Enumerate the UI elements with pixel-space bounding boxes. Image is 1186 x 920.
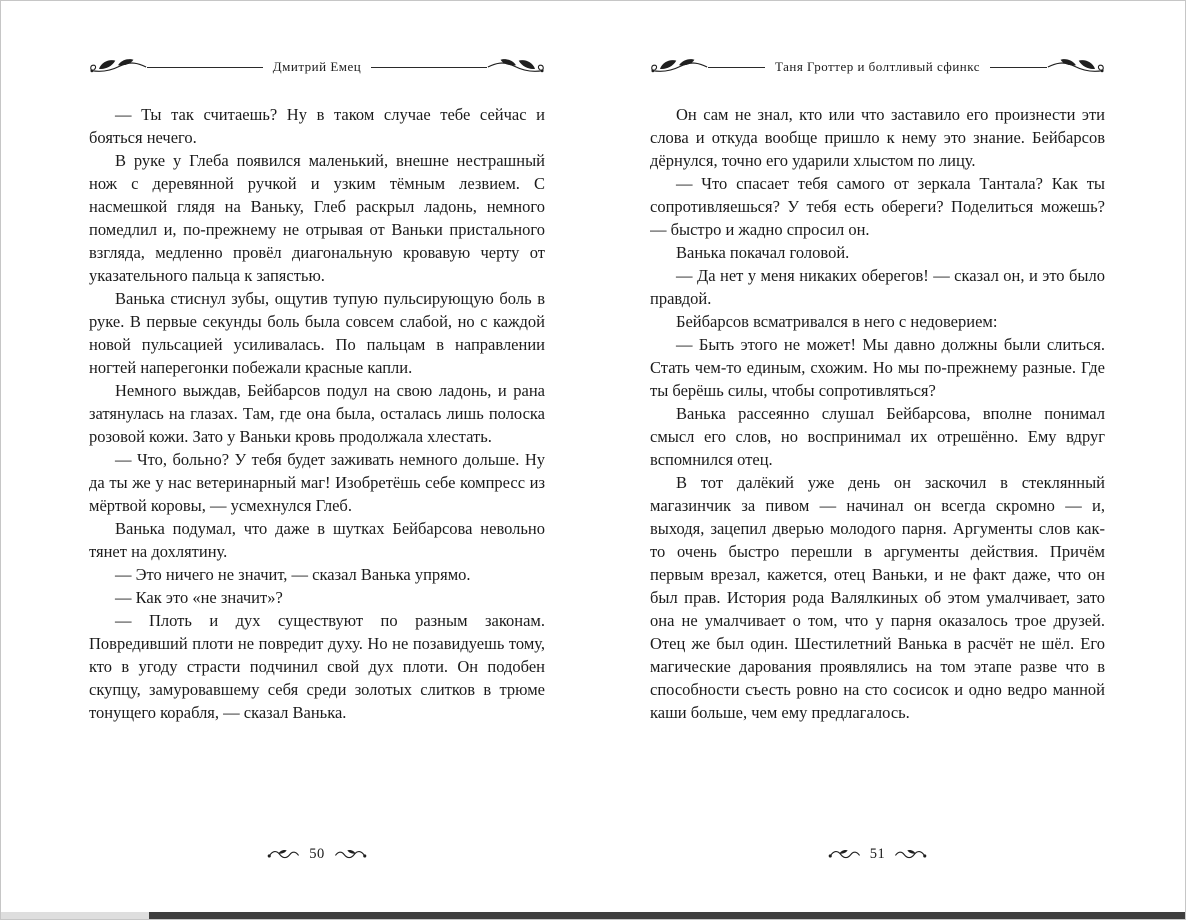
swirl-flourish-icon — [266, 849, 300, 860]
left-page — [1, 1, 593, 919]
header-rule — [990, 67, 1047, 68]
leaf-flourish-icon — [487, 57, 545, 77]
paragraph: — Ты так считаешь? Ну в таком случае тебе сейчас и бояться нечего. — [89, 105, 545, 147]
paragraph: Ванька стиснул зубы, ощутив тупую пульсирующую боль в руке. В первые секунды боль была совсем слабой, но с каждой новой пульсацией усиливалась. По пальцам в направлении ногтей наперегонки побежали красные капли. — [89, 289, 545, 377]
header-rule — [147, 67, 263, 68]
paragraph: Бейбарсов всматривался в него с недоверием: — [676, 312, 998, 331]
header-rule — [708, 67, 765, 68]
right-page-footer — [650, 844, 1105, 864]
horizontal-scrollbar-thumb[interactable] — [149, 912, 1185, 919]
paragraph: — Что спасает тебя самого от зеркала Тантала? Как ты сопротивляешься? У тебя есть обереги? Поделиться можешь? — быстро и жадно спросил он. — [650, 174, 1105, 239]
swirl-flourish-icon — [334, 849, 368, 860]
paragraph: Ванька рассеянно слушал Бейбарсова, вполне понимал смысл его слов, но воспринимал их отрешённо. Ему вдруг вспомнился отец. — [650, 404, 1105, 469]
paragraph: — Как это «не значит»? — [115, 588, 283, 607]
paragraph: В тот далёкий уже день он заскочил в стеклянный магазинчик за пивом — начинал он всегда скромно — и, выходя, зацепил дверью молодого парня. Аргументы слов как-то очень быстро перешли в аргументы действия. Причём первым врезал, кажется, отец Ваньки, и не факт даже, что он был прав. История рода Валялкиных об этом умалчивает, зато она не умалчивает о том, что у парня оказалось трое друзей. Отец же был один. Шестилетний Ванька в расчёт не шёл. Его магические дарования проявлялись на том этапе разве что в способности съесть ровно на сто сосисок и одно ведро манной каши больше, чем ему предлагалось. — [650, 473, 1105, 722]
paragraph: — Быть этого не может! Мы давно должны были слиться. Стать чем-то единым, схожим. Но мы по-прежнему разные. Где ты берёшь силы, чтобы сопротивляться? — [650, 335, 1105, 400]
right-running-header — [650, 55, 1105, 79]
book-spread — [1, 1, 1185, 919]
paragraph: В руке у Глеба появился маленький, внешне нестрашный нож с деревянной ручкой и узким тёмным лезвием. С насмешкой глядя на Ваньку, Глеб раскрыл ладонь, немного помедлил и, по-прежнему не отрывая от Ваньки пристального взгляда, медленно провёл диагональную кровавую черту от указательного пальца к запястью. — [89, 151, 545, 285]
swirl-flourish-icon — [827, 849, 861, 860]
paragraph: — Что, больно? У тебя будет заживать немного дольше. Ну да ты же у нас ветеринарный маг! Изобретёшь себе компресс из мёртвой коровы, — усмехнулся Глеб. — [89, 450, 545, 515]
leaf-flourish-icon — [89, 57, 147, 77]
left-page-text — [89, 103, 545, 839]
paragraph: Немного выждав, Бейбарсов подул на свою ладонь, и рана затянулась на глазах. Там, где она была, осталась лишь полоска розовой кожи. Зато у Ваньки кровь продолжала хлестать. — [89, 381, 545, 446]
paragraph: Он сам не знал, кто или что заставило его произнести эти слова и откуда вообще пришло к нему это знание. Бейбарсов дёрнулся, точно его ударили хлыстом по лицу. — [650, 105, 1105, 170]
right-page — [593, 1, 1185, 919]
header-rule — [371, 67, 487, 68]
book-running-title: Таня Гроттер и болтливый сфинкс — [774, 59, 981, 74]
author-running-title: Дмитрий Емец — [272, 59, 362, 74]
paragraph: Ванька подумал, что даже в шутках Бейбарсова невольно тянет на дохлятину. — [89, 519, 545, 561]
paragraph: — Это ничего не значит, — сказал Ванька упрямо. — [115, 565, 471, 584]
left-running-header — [89, 55, 545, 79]
leaf-flourish-icon — [650, 57, 708, 77]
paragraph: — Плоть и дух существуют по разным законам. Повредивший плоти не повредит духу. Но не позавидуешь тому, кто в угоду страсти подчинил свой дух плоти. Он подобен скупцу, замуровавшему себя среди золотых слитков в трюме тонущего корабля, — сказал Ванька. — [89, 611, 545, 722]
leaf-flourish-icon — [1047, 57, 1105, 77]
page-number: 51 — [869, 845, 886, 862]
swirl-flourish-icon — [894, 849, 928, 860]
right-page-text — [650, 103, 1105, 839]
left-page-footer — [89, 844, 545, 864]
paragraph: Ванька покачал головой. — [676, 243, 850, 262]
horizontal-scrollbar[interactable] — [1, 912, 1185, 919]
page-number: 50 — [309, 845, 325, 862]
paragraph: — Да нет у меня никаких оберегов! — сказал он, и это было правдой. — [650, 266, 1105, 308]
